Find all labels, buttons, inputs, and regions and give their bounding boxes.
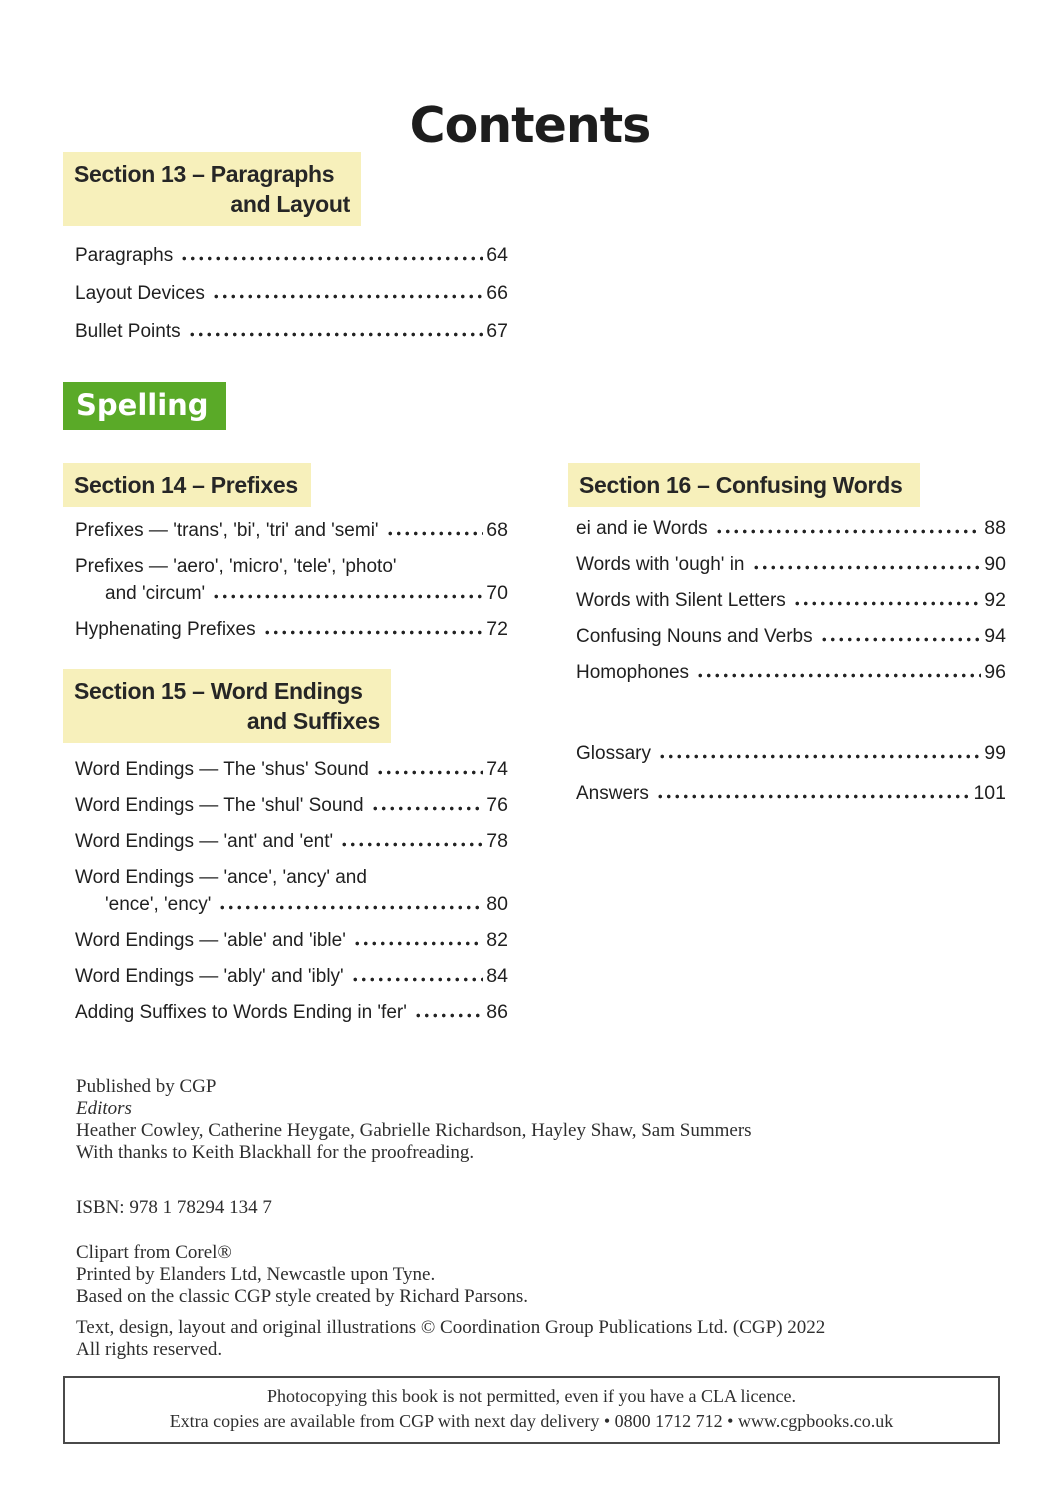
entry-label: ei and ie Words: [576, 518, 708, 539]
colophon-group: [76, 1076, 986, 1164]
page-number: 76: [486, 794, 508, 816]
section-16-heading: [568, 463, 920, 507]
dot-leader: [658, 752, 981, 761]
page-number: 68: [486, 519, 508, 541]
dot-leader: [218, 903, 483, 912]
dot-leader: [793, 599, 982, 608]
page-number: 94: [984, 625, 1006, 647]
toc-entry-line: [75, 792, 508, 819]
toc-entry-line: [576, 587, 1006, 614]
toc-entry-line: [576, 623, 1006, 650]
entry-label: Word Endings — The 'shul' Sound: [75, 795, 364, 816]
section-heading-line1: Section 13 – Paragraphs: [74, 161, 335, 187]
toc-entry: [576, 551, 1006, 578]
entry-label: Prefixes — 'aero', 'micro', 'tele', 'photo': [75, 556, 397, 577]
section-13-entries: [63, 242, 508, 345]
toc-entry: [75, 280, 508, 307]
toc-entry: [75, 517, 508, 544]
toc-entry-line: [75, 280, 508, 307]
toc-entry: [75, 792, 508, 819]
colophon-line: Editors: [76, 1098, 132, 1119]
toc-entry-line: [75, 891, 508, 918]
section-16-entries: [568, 515, 1006, 686]
colophon-group: [76, 1197, 986, 1219]
colophon-group: [76, 1317, 986, 1361]
page-number: 84: [486, 965, 508, 987]
dot-leader: [180, 254, 483, 263]
entry-label: Homophones: [576, 662, 690, 683]
entry-label: Answers: [576, 783, 649, 804]
toc-entry-line: [576, 740, 1006, 767]
section-heading-line1: Section 15 – Word Endings: [74, 678, 363, 704]
toc-entry-line: [576, 551, 1006, 578]
toc-entry: [75, 756, 508, 783]
toc-entry: [576, 515, 1006, 542]
backmatter-entries: [568, 740, 1006, 807]
colophon-line: Clipart from Corel®: [76, 1242, 232, 1263]
section-13-heading: [63, 152, 361, 226]
page-number: 67: [486, 320, 508, 342]
entry-label: Hyphenating Prefixes: [75, 619, 256, 640]
entry-label: Adding Suffixes to Words Ending in 'fer': [75, 1002, 407, 1023]
entry-label: Confusing Nouns and Verbs: [576, 626, 813, 647]
toc-entry: [576, 780, 1006, 807]
toc-entry-line: [75, 756, 508, 783]
colophon-line: All rights reserved.: [76, 1339, 223, 1360]
page-number: 96: [984, 661, 1006, 683]
colophon-line: Text, design, layout and original illustrations © Coordination Group Publications Ltd. (CGP) 2022: [76, 1317, 826, 1338]
toc-entry: [75, 864, 508, 918]
dot-leader: [351, 975, 484, 984]
page-number: 80: [486, 893, 508, 915]
entry-label: Prefixes — 'trans', 'bi', 'tri' and 'semi': [75, 520, 379, 541]
toc-entry-line: [75, 828, 508, 855]
toc-entry: [75, 553, 508, 607]
dot-leader: [340, 840, 483, 849]
entry-label: 'ence', 'ency': [105, 894, 212, 915]
page-number: 88: [984, 517, 1006, 539]
entry-label: Glossary: [576, 743, 651, 764]
section-14-block: [63, 463, 508, 652]
spelling-banner: [63, 382, 226, 430]
entry-label: Word Endings — 'ance', 'ancy' and: [75, 867, 367, 888]
section-16-block: [568, 463, 1006, 695]
colophon-line: Published by CGP: [76, 1076, 217, 1097]
section-14-entries: [63, 517, 508, 643]
dot-leader: [371, 804, 484, 813]
footer-line: Extra copies are available from CGP with next day delivery • 0800 1712 712 • www.cgpbooks.co.uk: [169, 1411, 894, 1431]
page-number: 90: [984, 553, 1006, 575]
toc-entry: [75, 616, 508, 643]
dot-leader: [212, 592, 483, 601]
entry-label: Word Endings — The 'shus' Sound: [75, 759, 369, 780]
toc-entry-line: [75, 999, 508, 1026]
toc-entry-line: [576, 780, 1006, 807]
toc-entry: [75, 318, 508, 345]
entry-label: Paragraphs: [75, 245, 174, 266]
toc-entry-line: [75, 616, 508, 643]
page-number: 70: [486, 582, 508, 604]
page-number: 78: [486, 830, 508, 852]
toc-entry: [576, 659, 1006, 686]
page-number: 64: [486, 244, 508, 266]
colophon-line: Heather Cowley, Catherine Heygate, Gabrielle Richardson, Hayley Shaw, Sam Summers: [76, 1120, 752, 1141]
section-14-heading: [63, 463, 311, 507]
dot-leader: [376, 768, 483, 777]
toc-entry-line: [75, 963, 508, 990]
section-13-block: [63, 152, 508, 356]
entry-label: Layout Devices: [75, 283, 205, 304]
spelling-banner-label: Spelling: [76, 388, 209, 422]
page-number: 86: [486, 1001, 508, 1023]
toc-entry: [576, 623, 1006, 650]
toc-entry-line: [75, 242, 508, 269]
dot-leader: [414, 1011, 483, 1020]
toc-entry: [75, 963, 508, 990]
footer-line: Photocopying this book is not permitted, even if you have a CLA licence.: [267, 1386, 796, 1406]
page-number: 72: [486, 618, 508, 640]
toc-entry-line: [75, 580, 508, 607]
dot-leader: [188, 330, 484, 339]
page-number: 74: [486, 758, 508, 780]
dot-leader: [696, 671, 981, 680]
section-15-entries: [63, 756, 508, 1026]
dot-leader: [212, 292, 483, 301]
entry-label: Words with 'ough' in: [576, 554, 745, 575]
dot-leader: [752, 563, 982, 572]
toc-entry: [75, 828, 508, 855]
section-heading-line2: and Suffixes: [246, 708, 380, 734]
footer-box: [63, 1376, 1000, 1444]
toc-entry: [75, 242, 508, 269]
page-title: Contents: [409, 96, 651, 154]
entry-label: Word Endings — 'ant' and 'ent': [75, 831, 334, 852]
section-heading-line2: and Layout: [230, 191, 350, 217]
colophon-line: Based on the classic CGP style created by Richard Parsons.: [76, 1286, 529, 1307]
page-number: 66: [486, 282, 508, 304]
toc-entry: [75, 999, 508, 1026]
colophon-group: [76, 1242, 986, 1308]
colophon-line: Printed by Elanders Ltd, Newcastle upon Tyne.: [76, 1264, 436, 1285]
toc-entry: [576, 740, 1006, 767]
toc-entry-line: [75, 553, 508, 580]
toc-entry-line: [75, 927, 508, 954]
dot-leader: [715, 527, 982, 536]
backmatter-block: [568, 740, 1006, 820]
entry-label: Word Endings — 'ably' and 'ibly': [75, 966, 344, 987]
page-number: 82: [486, 929, 508, 951]
toc-entry-line: [75, 864, 508, 891]
page-number: 92: [984, 589, 1006, 611]
colophon-line: With thanks to Keith Blackhall for the proofreading.: [76, 1142, 475, 1163]
section-15-heading: [63, 669, 391, 743]
page-number: 99: [984, 742, 1006, 764]
page-number: 101: [973, 782, 1006, 804]
toc-entry-line: [75, 517, 508, 544]
section-15-block: [63, 669, 508, 1035]
entry-label: and 'circum': [105, 583, 206, 604]
colophon-line: ISBN: 978 1 78294 134 7: [76, 1197, 272, 1218]
dot-leader: [656, 792, 971, 801]
toc-entry-line: [576, 659, 1006, 686]
entry-label: Bullet Points: [75, 321, 181, 342]
dot-leader: [263, 628, 484, 637]
dot-leader: [820, 635, 982, 644]
section-heading-line1: Section 16 – Confusing Words: [579, 472, 903, 498]
toc-entry-line: [576, 515, 1006, 542]
entry-label: Words with Silent Letters: [576, 590, 786, 611]
toc-entry: [75, 927, 508, 954]
toc-entry-line: [75, 318, 508, 345]
dot-leader: [386, 529, 484, 538]
toc-entry: [576, 587, 1006, 614]
entry-label: Word Endings — 'able' and 'ible': [75, 930, 346, 951]
colophon: [76, 1076, 986, 1361]
dot-leader: [353, 939, 483, 948]
section-heading-line1: Section 14 – Prefixes: [74, 472, 298, 498]
